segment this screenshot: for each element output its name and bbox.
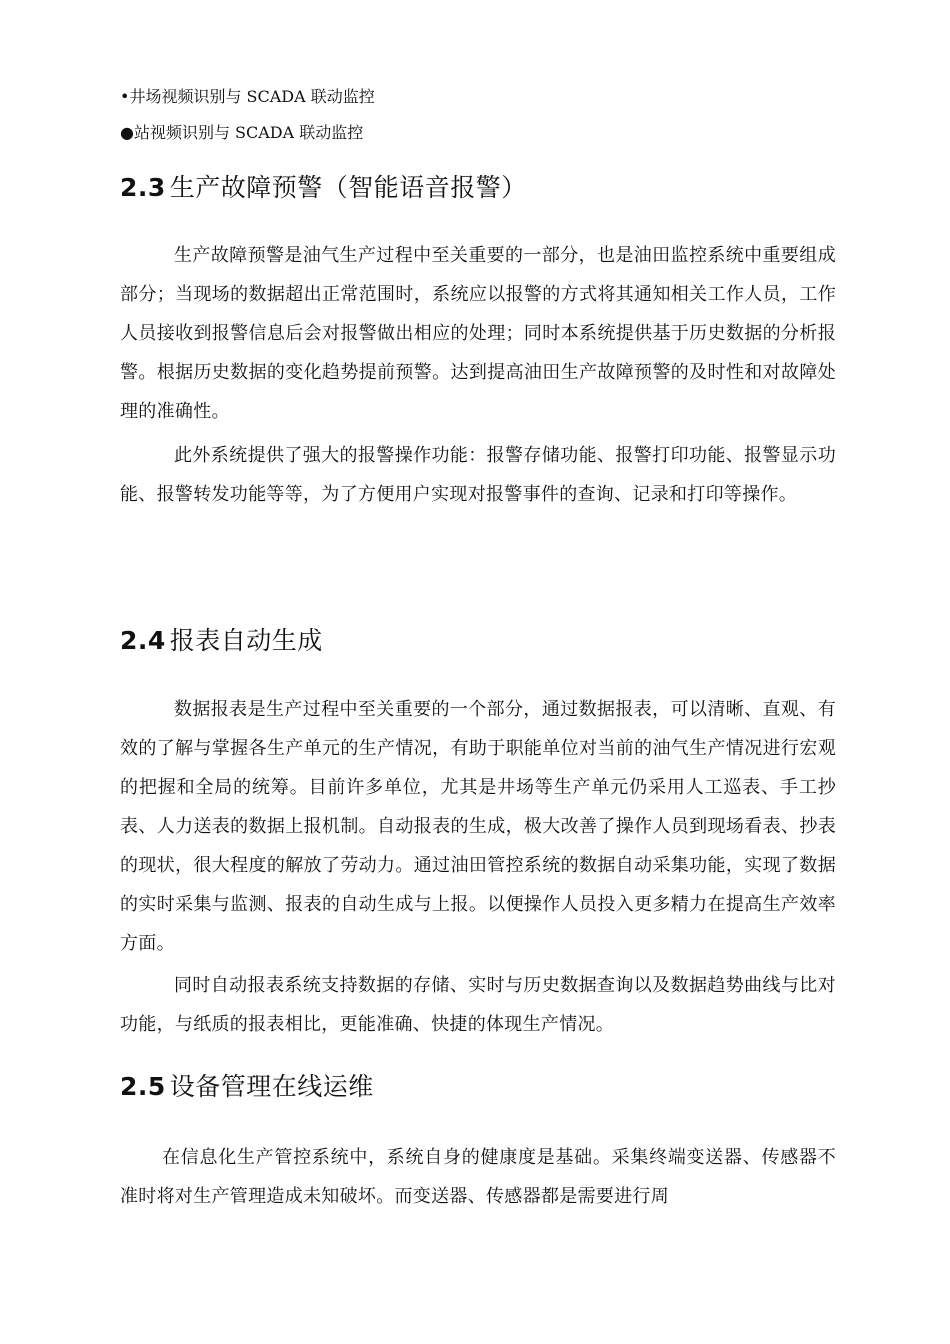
section-heading (120, 1071, 374, 1103)
section-heading (120, 172, 527, 204)
paragraph: 在信息化生产管控系统中，系统自身的健康度是基础。采集终端变送器、传感器不准时将对生产管理造成未知破坏。而变送器、传感器都是需要进行周 (120, 1147, 836, 1207)
paragraph: 同时自动报表系统支持数据的存储、实时与历史数据查询以及数据趋势曲线与比对功能，与纸质的报表相比，更能准确、快捷的体现生产情况。 (120, 975, 836, 1035)
section-title: 设备管理在线运维 (169, 1072, 374, 1101)
bullet-item: •井场视频识别与 SCADA 联动监控 (120, 87, 375, 106)
bullet-item: ●站视频识别与 SCADA 联动监控 (120, 123, 364, 142)
section-number: 2.5 (120, 1072, 166, 1101)
section-number: 2.3 (120, 173, 166, 202)
section-heading (120, 625, 323, 657)
section-title: 报表自动生成 (169, 626, 323, 655)
paragraph: 生产故障预警是油气生产过程中至关重要的一部分，也是油田监控系统中重要组成部分；当现场的数据超出正常范围时，系统应以报警的方式将其通知相关工作人员，工作人员接收到报警信息后会对报警做出相应的处理；同时本系统提供基于历史数据的分析报警。根据历史数据的变化趋势提前预警。达到提高油田生产故障预警的及时性和对故障处理的准确性。 (120, 245, 836, 422)
section-title: 生产故障预警（智能语音报警） (169, 173, 527, 202)
paragraph: 数据报表是生产过程中至关重要的一个部分，通过数据报表，可以清晰、直观、有效的了解与掌握各生产单元的生产情况，有助于职能单位对当前的油气生产情况进行宏观的把握和全局的统筹。目前许多单位，尤其是井场等生产单元仍采用人工巡表、手工抄表、人力送表的数据上报机制。自动报表的生成，极大改善了操作人员到现场看表、抄表的现状，很大程度的解放了劳动力。通过油田管控系统的数据自动采集功能，实现了数据的实时采集与监测、报表的自动生成与上报。以便操作人员投入更多精力在提高生产效率方面。 (120, 699, 836, 954)
paragraph: 此外系统提供了强大的报警操作功能：报警存储功能、报警打印功能、报警显示功能、报警转发功能等等，为了方便用户实现对报警事件的查询、记录和打印等操作。 (120, 445, 836, 505)
section-number: 2.4 (120, 626, 166, 655)
